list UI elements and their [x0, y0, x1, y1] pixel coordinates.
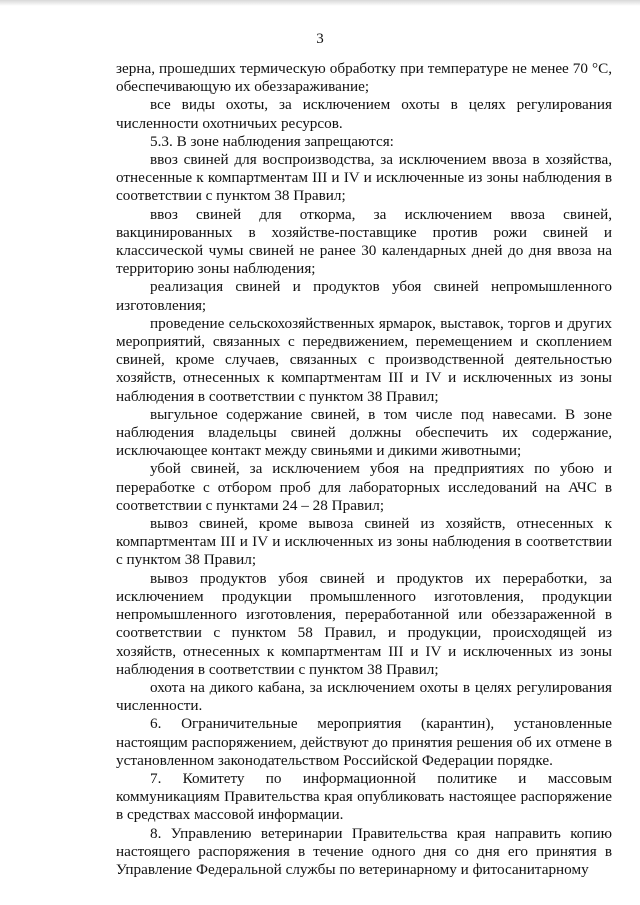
paragraph: выгульное содержание свиней, в том числе под навесами. В зоне наблюдения владельцы свиней должны обеспечить их содержание, исключающее контакт между свиньями и дикими животными;: [116, 405, 612, 460]
paragraph: вывоз продуктов убоя свиней и продуктов их переработки, за исключением продукции промышленного изготовления, продукции непромышленного изготовления, переработанной или обеззараженной в соответствии с пунктом 58 Правил, и продукции, происходящей из хозяйств, отнесенных к компартментам III и IV и исключенных из зоны наблюдения в соответствии с пунктом 38 Правил;: [116, 569, 612, 678]
page-top-edge: [0, 0, 640, 6]
paragraph: все виды охоты, за исключением охоты в целях регулирования численности охотничьих ресурсов.: [116, 96, 612, 132]
paragraph: 8. Управлению ветеринарии Правительства края направить копию настоящего распоряжения в течение одного дня со дня его принятия в Управление Федеральной службы по ветеринарному и фитосанитарному: [116, 824, 612, 878]
paragraph: проведение сельскохозяйственных ярмарок, выставок, торгов и других мероприятий, связанных с передвижением, перемещением и скоплением свиней, кроме случаев, связанных с производственной деятельностью хозяйств, отнесенных к компартментам III и IV и исключенных из зоны наблюдения в соответствии с пунктом 38 Правил;: [116, 314, 612, 405]
paragraph: охота на дикого кабана, за исключением охоты в целях регулирования численности.: [116, 678, 612, 715]
paragraph: вывоз свиней, кроме вывоза свиней из хозяйств, отнесенных к компартментам III и IV и исключенных из зоны наблюдения в соответствии с пунктом 38 Правил;: [116, 515, 612, 569]
paragraph: ввоз свиней для откорма, за исключением ввоза свиней, вакцинированных в хозяйстве-поставщике против рожи свиней и классической чумы свиней не ранее 30 календарных дней до дня ввоза на территорию зоны наблюдения;: [116, 205, 612, 278]
section-heading: 5.3. В зоне наблюдения запрещаются:: [150, 132, 394, 150]
paragraph: реализация свиней и продуктов убоя свиней непромышленного изготовления;: [116, 278, 612, 314]
paragraph: ввоз свиней для воспроизводства, за исключением ввоза в хозяйства, отнесенные к компартментам III и IV и исключенные из зоны наблюдения в соответствии с пунктом 38 Правил;: [116, 151, 612, 205]
document-body: [116, 60, 612, 879]
page-number: 3: [316, 31, 324, 47]
paragraph: 6. Ограничительные мероприятия (карантин), установленные настоящим распоряжением, действуют до принятия решения об их отмене в установленном законодательством Российской Федерации порядке.: [116, 715, 612, 769]
paragraph: 7. Комитету по информационной политике и массовым коммуникациям Правительства края опубликовать настоящее распоряжение в средствах массовой информации.: [116, 769, 612, 824]
paragraph: зерна, прошедших термическую обработку при температуре не менее 70 °С, обеспечивающую их обеззараживание;: [116, 60, 612, 96]
paragraph: убой свиней, за исключением убоя на предприятиях по убою и переработке с отбором проб для лабораторных исследований на АЧС в соответствии с пунктами 24 – 28 Правил;: [116, 460, 612, 514]
